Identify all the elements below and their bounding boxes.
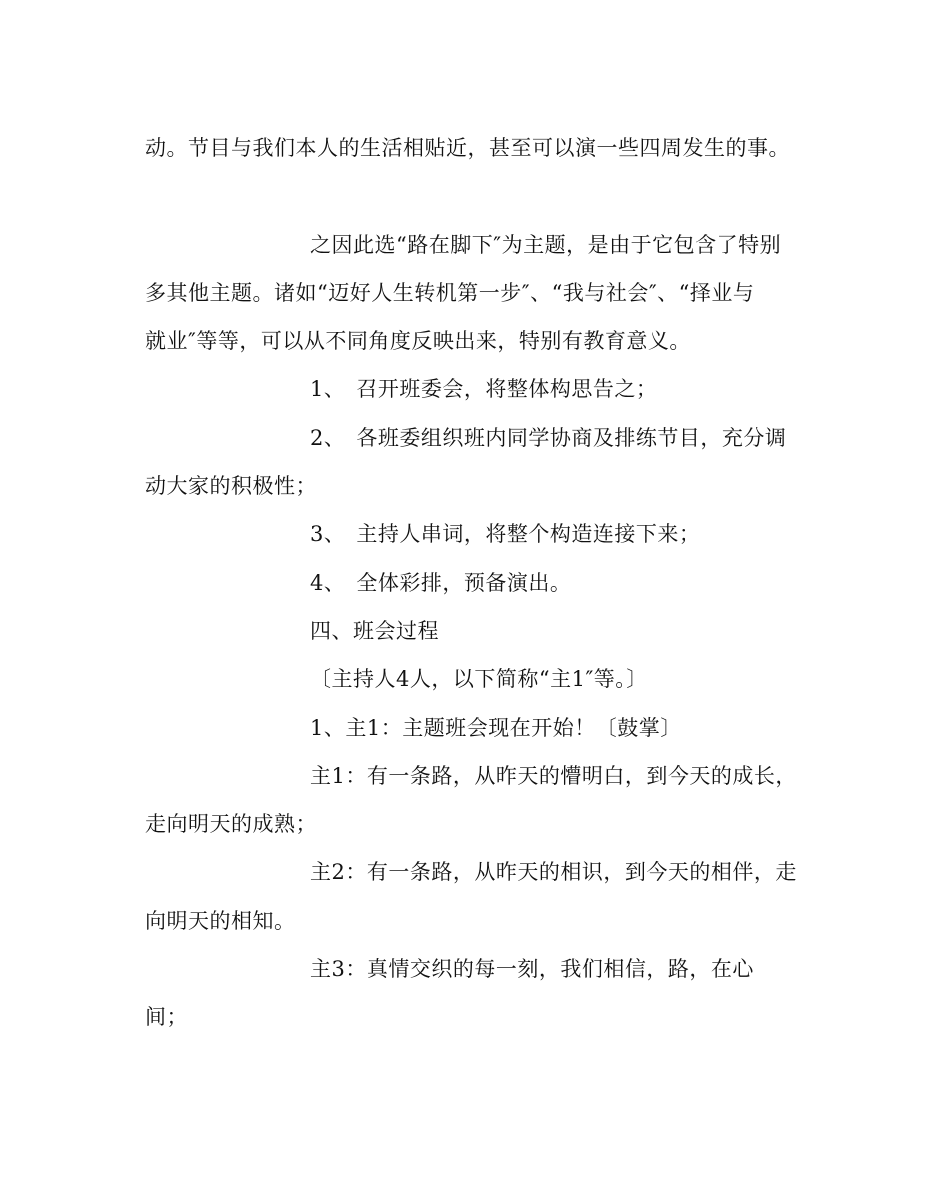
paragraph-line: 就业″等等，可以从不同角度反映出来，特别有教育意义。 xyxy=(145,329,691,353)
paragraph-line: 〔主持人4人，以下简称“主1″等。〕 xyxy=(310,667,648,691)
paragraph-line: 动大家的积极性； xyxy=(145,474,317,498)
paragraph-line: 之因此选“路在脚下″为主题，是由于它包含了特别 xyxy=(310,233,782,257)
dialogue-line: 主2：有一条路，从昨天的相识，到今天的相伴，走 xyxy=(310,860,797,884)
list-item: 3、 主持人串词，将整个构造连接下来； xyxy=(310,522,701,546)
list-item: 1、 召开班委会，将整体构思告之； xyxy=(310,377,658,401)
dialogue-line: 走向明天的成熟； xyxy=(145,812,317,836)
dialogue-line: 间； xyxy=(145,1005,188,1029)
dialogue-line: 向明天的相知。 xyxy=(145,909,296,933)
section-heading: 四、班会过程 xyxy=(310,619,439,643)
paragraph-line: 动。节目与我们本人的生活相贴近，甚至可以演一些四周发生的事。 xyxy=(145,136,790,160)
list-item: 2、 各班委组织班内同学协商及排练节目，充分调 xyxy=(310,426,787,450)
paragraph-line: 多其他主题。诸如“迈好人生转机第一步″、“我与社会″、“择业与 xyxy=(145,281,755,305)
paragraph-line: 1、主1：主题班会现在开始！〔鼓掌〕 xyxy=(310,716,682,740)
dialogue-line: 主1：有一条路，从昨天的懵明白，到今天的成长， xyxy=(310,764,797,788)
dialogue-line: 主3：真情交织的每一刻，我们相信，路，在心 xyxy=(310,957,754,981)
list-item: 4、 全体彩排，预备演出。 xyxy=(310,571,572,595)
